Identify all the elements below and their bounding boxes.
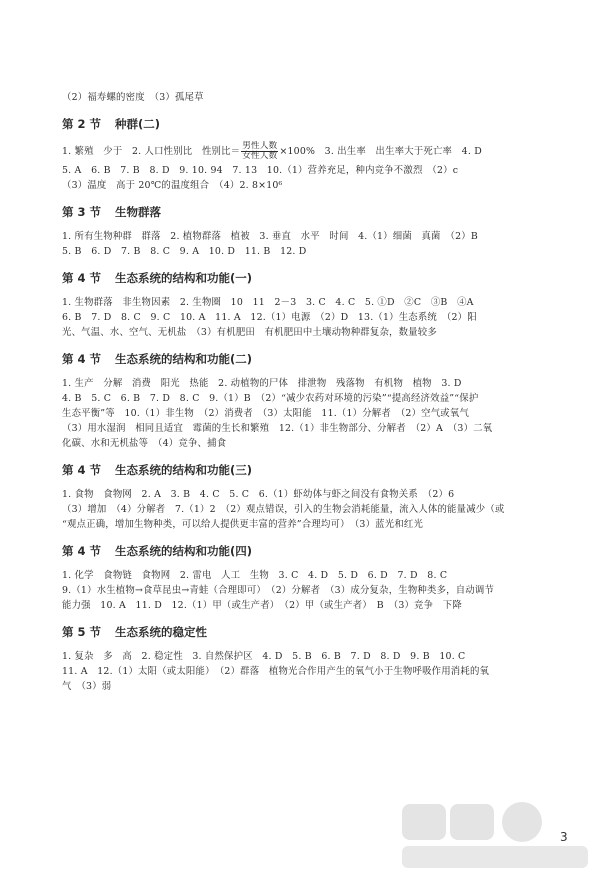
- section-title: 生物群落: [115, 205, 162, 219]
- section-heading: [62, 270, 542, 286]
- section-title: 生态系统的结构和功能(三): [115, 463, 253, 477]
- section-title: 生态系统的结构和功能(一): [115, 271, 253, 285]
- answer-line: 4. B 5. C 6. B 7. D 8. C 9.（1）B （2）“减少农药对环境的污染”“提高经济效益”“保护: [62, 393, 479, 404]
- section-title: 生态系统的稳定性: [115, 625, 208, 639]
- watermark-logo-icon: [400, 800, 590, 872]
- section-title: 种群(二): [115, 117, 161, 131]
- section-number: 第 4 节: [62, 544, 102, 558]
- answer-line: [62, 141, 542, 163]
- section-2: [62, 270, 542, 340]
- section-heading: [62, 543, 542, 559]
- answer-line: 化碳、水和无机盐等 （4）竞争、捕食: [62, 438, 227, 449]
- section-heading: [62, 116, 542, 132]
- answer-line: 5. B 6. D 7. B 8. C 9. A 10. D 11. B 12. D: [62, 246, 307, 257]
- answer-line: （3）增加 （4）分解者 7.（1）2 （2）观点错误，引入的生物会消耗能量，流入人体的能量减少（或: [62, 504, 505, 515]
- section-number: 第 5 节: [62, 625, 102, 639]
- answer-line: 1. 复杂 多 高 2. 稳定性 3. 自然保护区 4. D 5. B 6. B 7. D 8. D 9. B 10. C: [62, 651, 466, 662]
- answer-line: 气 （3）弱: [62, 681, 112, 692]
- section-number: 第 4 节: [62, 352, 102, 366]
- section-number: 第 2 节: [62, 117, 102, 131]
- answer-line: 9.（1）水生植物→食草昆虫→青蛙（合理即可） （2）分解者 （3）成分复杂，生物种类多，自动调节: [62, 585, 495, 596]
- answer-line: 1. 所有生物种群 群落 2. 植物群落 植被 3. 垂直 水平 时间 4.（1）细菌 真菌 （2）B: [62, 231, 478, 242]
- answer-line: 1. 生物群落 非生物因素 2. 生物圈 10 11 2－3 3. C 4. C 5. ①D ②C ③B ④A: [62, 297, 474, 308]
- answer-text: 1. 繁殖 少于 2. 人口性别比 性别比＝: [62, 146, 241, 157]
- answer-line: 11. A 12.（1）太阳（或太阳能） （2）群落 植物光合作用产生的氧气小于生物呼吸作用消耗的氧: [62, 666, 490, 677]
- sections-container: [62, 116, 542, 694]
- fraction: [241, 142, 278, 161]
- answer-line: 光、气温、水、空气、无机盐 （3）有机肥田 有机肥田中土壤动物种群复杂，数量较多: [62, 327, 437, 338]
- section-heading: [62, 462, 542, 478]
- section-title: 生态系统的结构和功能(四): [115, 544, 253, 558]
- answer-line: 1. 生产 分解 消费 阳光 热能 2. 动植物的尸体 排泄物 残落物 有机物 植物 3. D: [62, 378, 462, 389]
- intro-line: （2）福寿螺的密度 （3）孤尾草: [62, 92, 204, 103]
- fraction-denominator: 女性人数: [242, 151, 278, 161]
- page-number: 3: [560, 830, 568, 844]
- answer-line: 1. 食物 食物网 2. A 3. B 4. C 5. C 6.（1）虾幼体与虾之间没有食物关系 （2）6: [62, 489, 455, 500]
- section-3: [62, 351, 542, 451]
- section-1: [62, 204, 542, 259]
- answer-line: （3）温度 高于 20℃的温度组合 （4）2. 8×10⁶: [62, 180, 283, 191]
- answer-line: 能力强 10. A 11. D 12.（1）甲（或生产者） （2）甲（或生产者） B （3）竞争 下降: [62, 600, 462, 611]
- fraction-numerator: 男性人数: [242, 141, 278, 151]
- section-number: 第 4 节: [62, 463, 102, 477]
- answer-line: 生态平衡”等 10.（1）非生物 （2）消费者 （3）太阳能 11.（1）分解者 （2）空气或氧气: [62, 408, 470, 419]
- section-number: 第 3 节: [62, 205, 102, 219]
- section-heading: [62, 204, 542, 220]
- section-5: [62, 543, 542, 613]
- answer-line: 1. 化学 食物链 食物网 2. 雷电 人工 生物 3. C 4. D 5. D 6. D 7. D 8. C: [62, 570, 448, 581]
- answer-line: 6. B 7. D 8. C 9. C 10. A 11. A 12.（1）电源 （2）D 13.（1）生态系统 （2）阳: [62, 312, 477, 323]
- answer-line: 5. A 6. B 7. B 8. D 9. 10. 94 7. 13 10.（1）营养充足，种内竞争不激烈 （2）c: [62, 165, 459, 176]
- section-number: 第 4 节: [62, 271, 102, 285]
- section-6: [62, 624, 542, 694]
- section-4: [62, 462, 542, 532]
- answer-line: （3）用水湿润 相同且适宜 霉菌的生长和繁殖 12.（1）非生物部分、分解者 （2）A （3）二氧: [62, 423, 493, 434]
- section-0: [62, 116, 542, 193]
- answer-line: “观点正确，增加生物种类，可以给人提供更丰富的营养”合理均可） （3）蓝光和红光: [62, 519, 424, 530]
- answer-page: [62, 90, 542, 694]
- section-heading: [62, 624, 542, 640]
- section-heading: [62, 351, 542, 367]
- section-title: 生态系统的结构和功能(二): [115, 352, 253, 366]
- answer-text: ×100% 3. 出生率 出生率大于死亡率 4. D: [279, 146, 482, 157]
